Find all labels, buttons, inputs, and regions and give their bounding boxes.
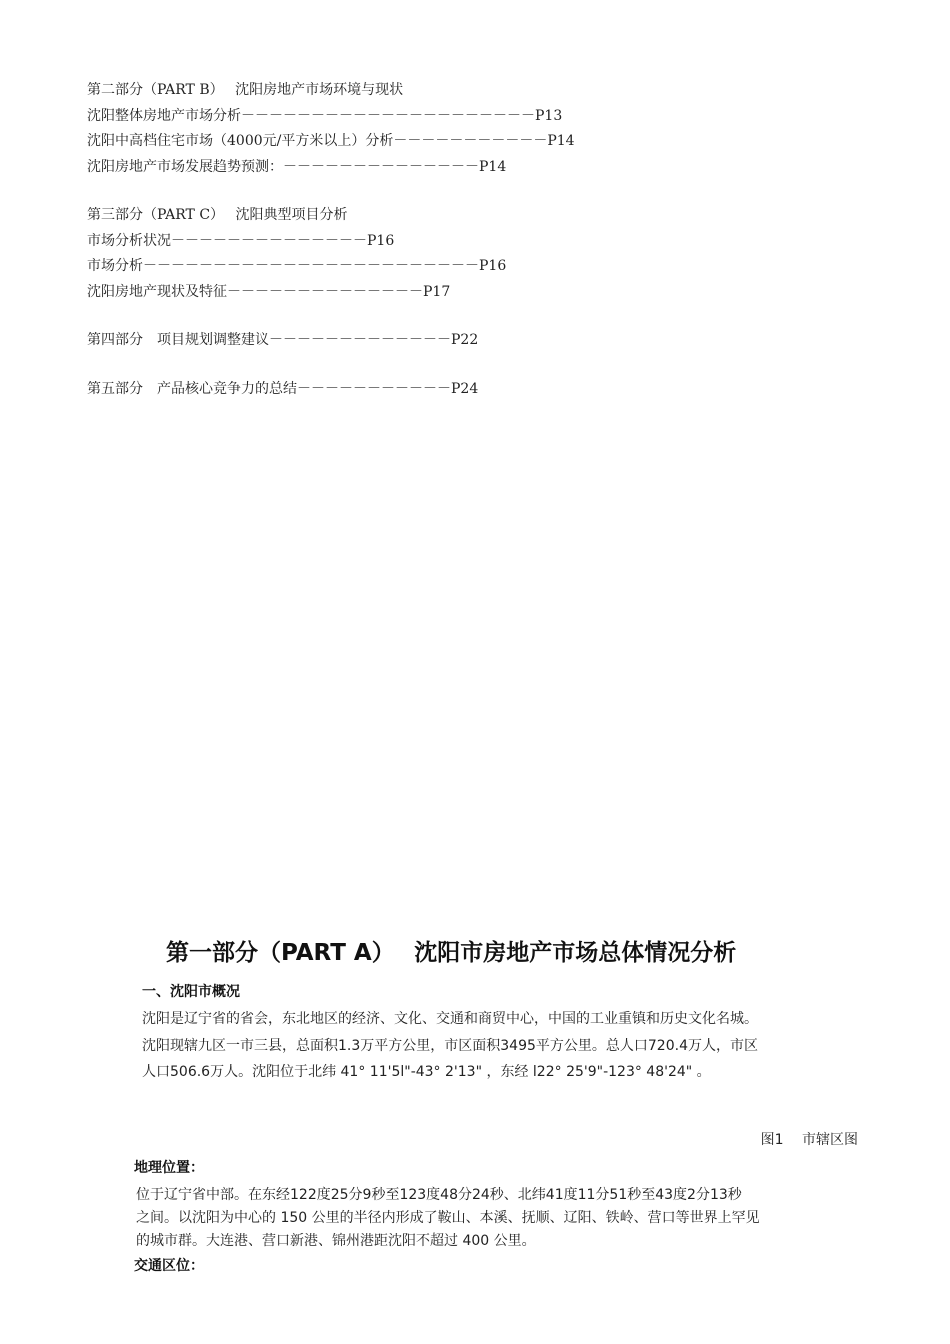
toc-entry: 沈阳中高档住宅市场（4000元/平方米以上）分析－－－－－－－－－－－P14 — [87, 133, 575, 149]
paragraph-line: 之间。以沈阳为中心的 150 公里的半径内形成了鞍山、本溪、抚顺、辽阳、铁岭、营口等世界上罕见 — [136, 1210, 760, 1226]
toc-entry: 沈阳房地产市场发展趋势预测：－－－－－－－－－－－－－－P14 — [87, 158, 507, 175]
figure-caption: 图1 市辖区图 — [760, 1132, 858, 1148]
toc-part-5: 第五部分 产品核心竞争力的总结－－－－－－－－－－－P24 — [87, 380, 479, 397]
section-heading-overview: 一、沈阳市概况 — [142, 984, 240, 1000]
toc-part-c-heading: 第三部分（PART C） 沈阳典型项目分析 — [87, 207, 348, 223]
part-a-title: 第一部分（PART A） 沈阳市房地产市场总体情况分析 — [166, 940, 737, 966]
toc-entry: 市场分析状况－－－－－－－－－－－－－－P16 — [87, 232, 395, 249]
toc-entry: 市场分析－－－－－－－－－－－－－－－－－－－－－－－－P16 — [87, 258, 507, 274]
paragraph-line: 沈阳现辖九区一市三县，总面积1.3万平方公里，市区面积3495平方公里。总人口720.4万人，市区 — [142, 1037, 758, 1054]
toc-entry: 沈阳整体房地产市场分析－－－－－－－－－－－－－－－－－－－－－P13 — [87, 107, 563, 124]
toc-part-b-heading: 第二部分（PART B） 沈阳房地产市场环境与现状 — [87, 82, 404, 98]
toc-entry: 沈阳房地产现状及特征－－－－－－－－－－－－－－P17 — [87, 283, 451, 300]
table-of-contents — [87, 78, 887, 402]
geo-heading: 地理位置： — [134, 1160, 204, 1176]
geo-paragraph — [136, 1184, 860, 1253]
paragraph-line: 人口506.6万人。沈阳位于北纬 41° 11'5l"-43° 2'13" ，东经 l22° 25'9"-123° 48'24" 。 — [142, 1064, 711, 1080]
paragraph-line: 的城市群。大连港、营口新港、锦州港距沈阳不超过 400 公里。 — [136, 1233, 536, 1249]
paragraph-line: 位于辽宁省中部。在东经122度25分9秒至123度48分24秒、北纬41度11分51秒至43度2分13秒 — [136, 1187, 742, 1203]
toc-part-4: 第四部分 项目规划调整建议－－－－－－－－－－－－－P22 — [87, 332, 479, 348]
transport-heading: 交通区位： — [134, 1258, 204, 1274]
overview-paragraph — [142, 1006, 864, 1086]
paragraph-line: 沈阳是辽宁省的省会，东北地区的经济、文化、交通和商贸中心，中国的工业重镇和历史文化名城。 — [142, 1011, 758, 1027]
